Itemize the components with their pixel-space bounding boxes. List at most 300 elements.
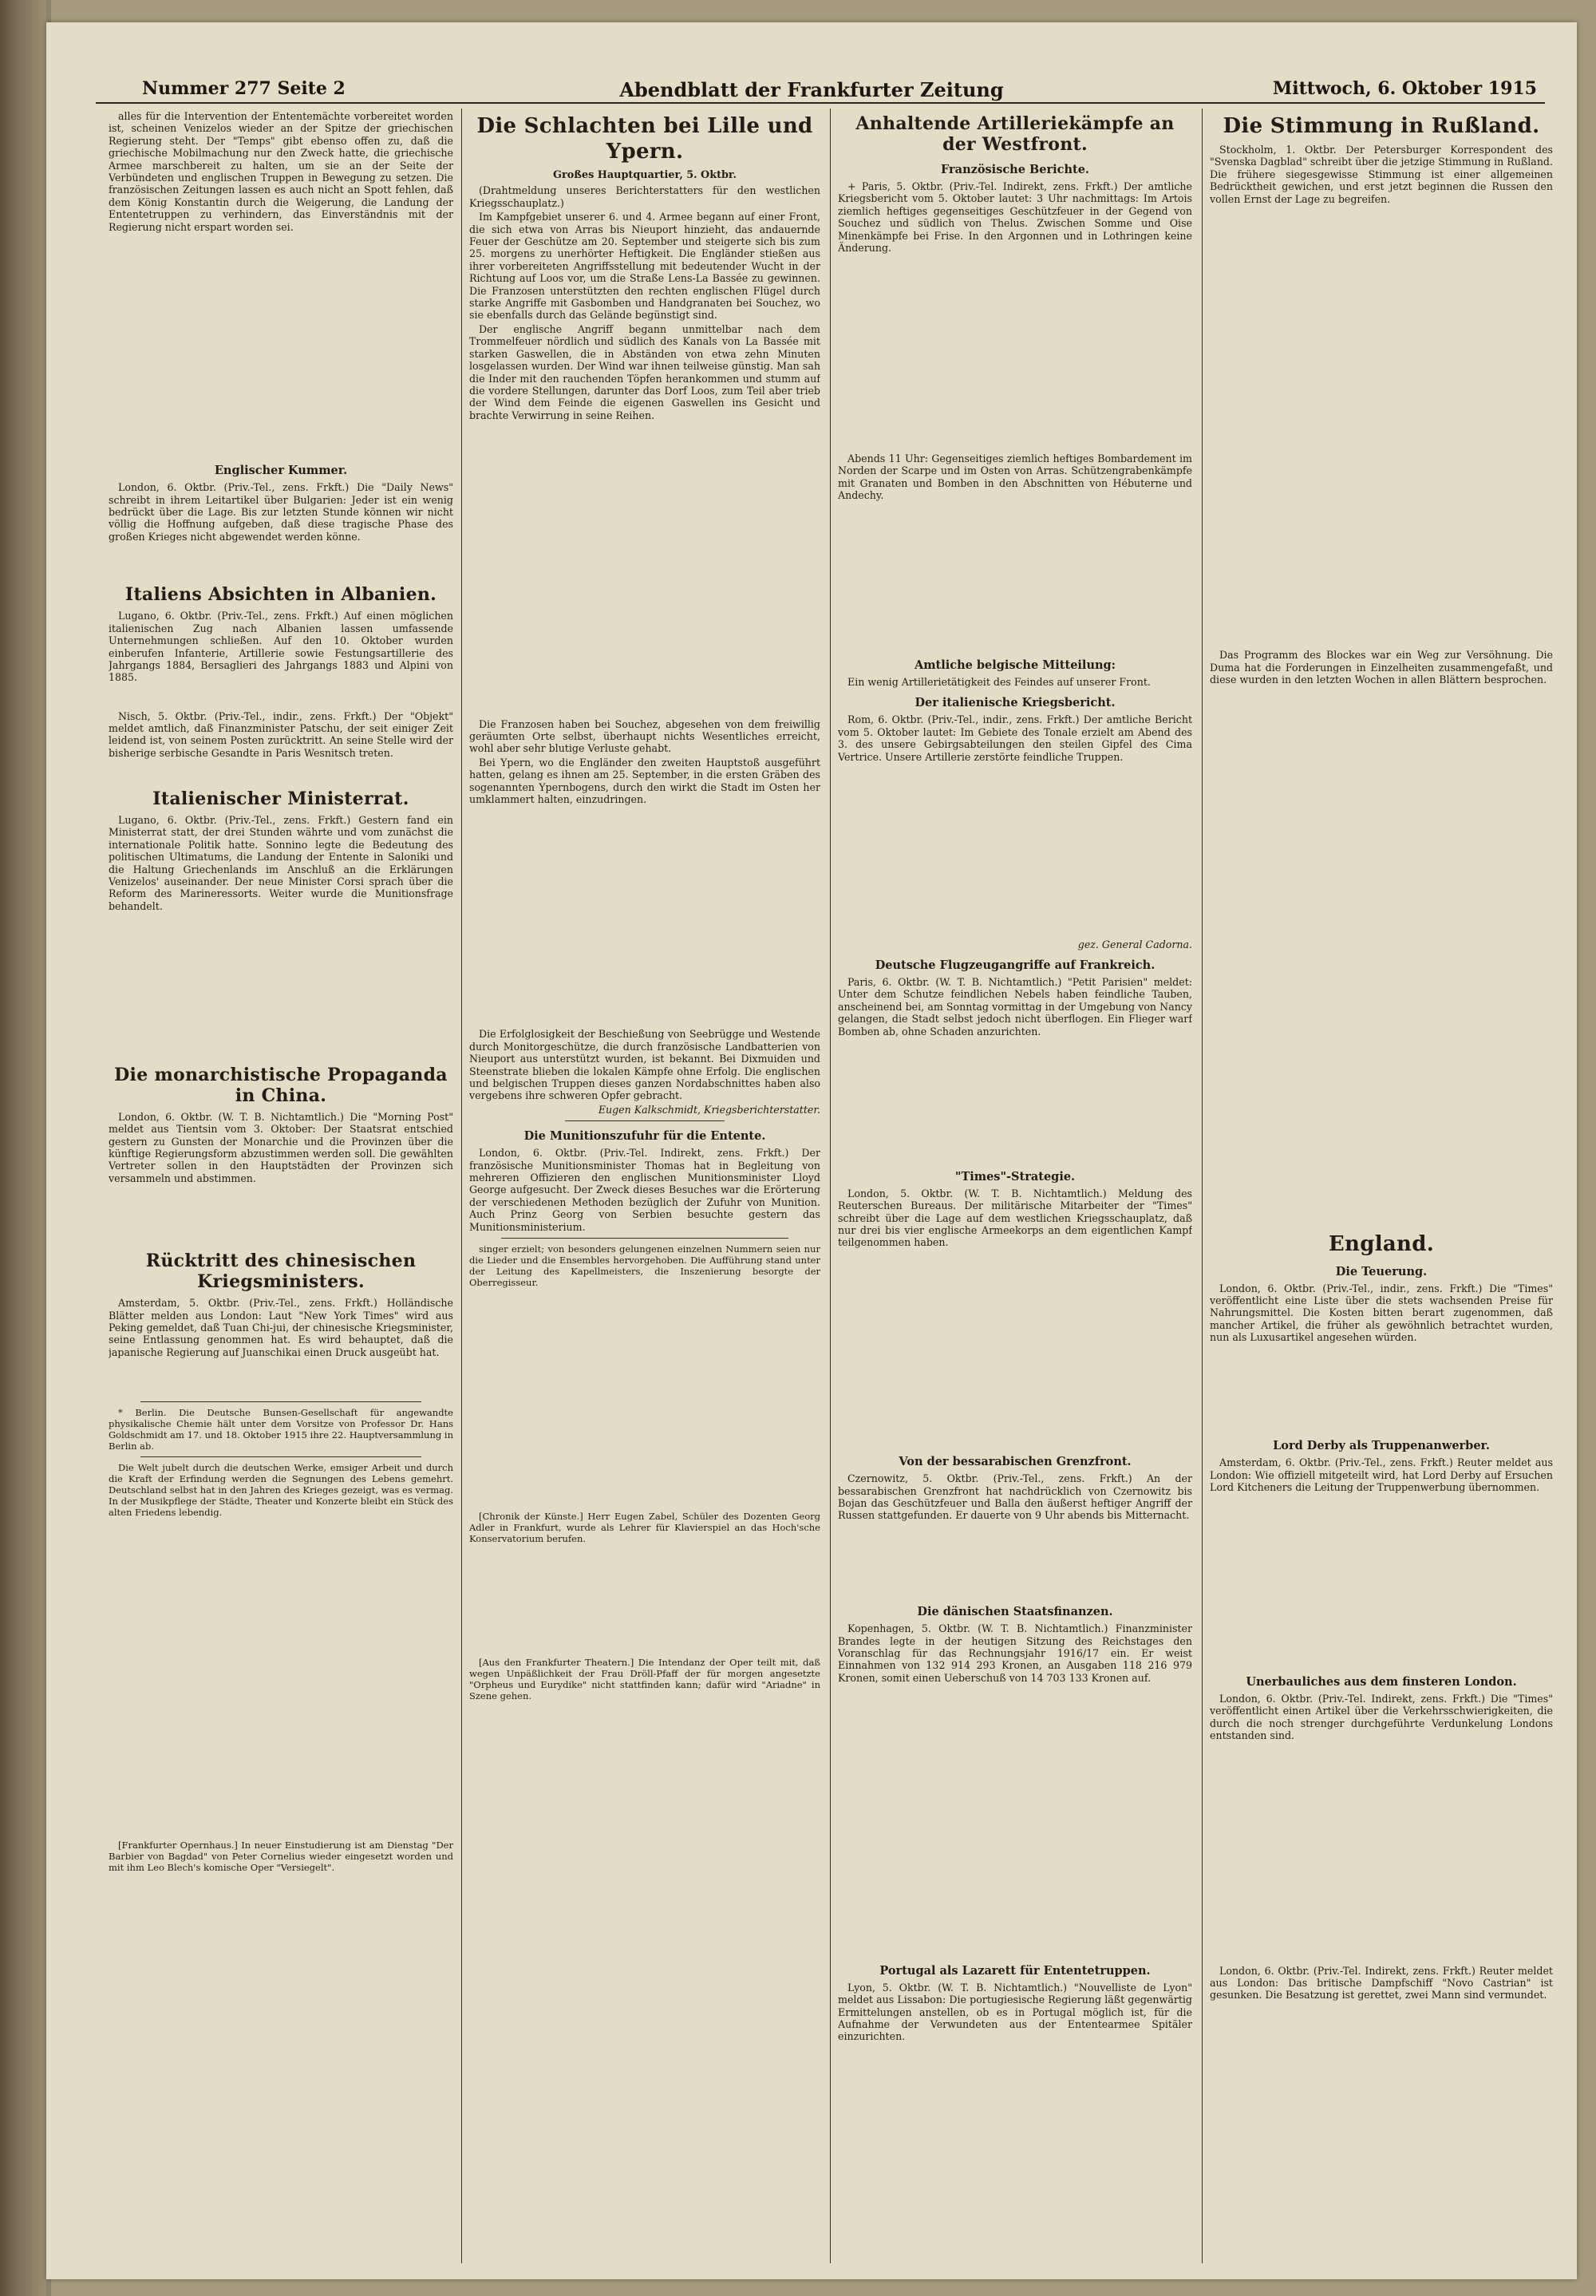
- article-headline: Italienischer Ministerrat.: [152, 788, 409, 809]
- text-line: [838, 1076, 1192, 1088]
- text-line: [1210, 1382, 1553, 1394]
- text-line: [1210, 737, 1553, 749]
- text-line: [469, 856, 820, 868]
- text-line: [1210, 1642, 1553, 1654]
- text-line: [838, 1585, 1192, 1597]
- text-line: [838, 924, 1192, 936]
- text-line: [1210, 773, 1553, 785]
- text-line: [1210, 464, 1553, 476]
- text-line: [838, 1845, 1192, 1857]
- section-rule: [140, 1456, 421, 1457]
- text-line: [1210, 712, 1553, 724]
- text-line: [1210, 1081, 1553, 1093]
- article-paragraph: Amsterdam, 5. Oktbr. (Priv.-Tel., zens. Frkft.) Holländische Blätter melden aus London: Laut "New York Times" wird aus Peking gemeldet, daß Tuan Chi-jui, der chinesische Kriegsminister, seine Entlassung genommen hat. Es wird behauptet, daß die japanische Regierung auf Juanschikai einen Druck ausgeübt hat.: [109, 1297, 453, 1358]
- text-line: [469, 546, 820, 558]
- article-paragraph: Rom, 6. Oktbr. (Priv.-Tel., indir., zens. Frkft.) Der amtliche Bericht vom 5. Oktober lautet: Im Gebiete des Tonale erzielt am Abend des 3. des unsere Gebirgsabteilungen den steilen Gipfel des Cima Vertrice. Unsere Artillerie zerstörte feindliche Truppen.: [838, 713, 1192, 763]
- article-paragraph: + Paris, 5. Oktbr. (Priv.-Tel. Indirekt, zens. Frkft.) Der amtliche Kriegsbericht vom 5. Oktober lautet: 3 Uhr nachmittags: Im Artois ziemlich heftiges gegenseitiges Geschützfeuer in der Gegend von Souchez und südlich von Thelus. Zwischen Somme und Oise Minenkämpfe bei Frise. In den Argonnen und in Lothringen keine Änderung.: [838, 180, 1192, 255]
- text-line: [1210, 687, 1553, 699]
- text-line: [1210, 231, 1553, 243]
- article-headline: England.: [1328, 1231, 1435, 1256]
- text-line: [1210, 330, 1553, 342]
- text-line: [109, 1037, 453, 1049]
- text-line: [109, 1998, 453, 2009]
- article-paragraph: London, 5. Oktbr. (W. T. B. Nichtamtlich.) Meldung des Reuterschen Bureaus. Der militärische Mitarbeiter der "Times" schreibt über die Lage auf dem westlichen Kriegsschauplatz, daß nur drei bis vier englische Armeekorps an dem eigentlichen Kampf teilgenommen haben.: [838, 1187, 1192, 1249]
- text-line: [1210, 366, 1553, 378]
- text-line: [109, 235, 453, 247]
- text-line: [1210, 342, 1553, 354]
- article-paragraph: Paris, 6. Oktbr. (W. T. B. Nichtamtlich.) "Petit Parisien" meldet: Unter dem Schutze feindlichen Nebels haben feindliche Tauben, anscheinend bei, am Sonntag vormittag in der Umgebung von Nancy gelangen, die Stadt selbst jedoch nicht überflogen. Ein Flieger warf Bomben ab, ohne Schaden anzurichten.: [838, 975, 1192, 1037]
- text-line: [1210, 403, 1553, 415]
- text-line: [469, 918, 820, 930]
- text-line: [1210, 1357, 1553, 1369]
- text-line: [109, 1049, 453, 1061]
- text-line: [1210, 1866, 1553, 1878]
- text-line: [469, 1314, 820, 1326]
- text-line: [838, 1548, 1192, 1560]
- text-line: [838, 1833, 1192, 1845]
- text-line: [109, 382, 453, 394]
- text-line: [1210, 933, 1553, 945]
- text-line: [1210, 1191, 1553, 1203]
- text-line: [109, 1630, 453, 1642]
- text-line: [838, 777, 1192, 788]
- text-line: [1210, 1768, 1553, 1780]
- text-line: [1210, 1829, 1553, 1841]
- text-line: [1210, 921, 1553, 933]
- text-line: [838, 1808, 1192, 1820]
- text-line: [109, 1753, 453, 1765]
- text-line: [1210, 293, 1553, 305]
- article-paragraph: [Aus den Frankfurter Theatern.] Die Intendanz der Oper teilt mit, daß wegen Unpäßlichkeit der Frau Dröll-Pfaff der für morgen angesetzte "Orpheus und Eurydike" nicht stattfinden kann; dafür wird "Ariadne" in Szene gehen.: [469, 1656, 820, 1701]
- article-paragraph: Die Erfolglosigkeit der Beschießung von Seebrügge und Westende durch Monitorgeschütze, die durch französische Landbatterien von Nieuport aus unterstützt wurden, ist bekannt. Bei Dixmuiden und Steenstrate blieben die lokalen Kämpfe ohne Erfolg. Die englischen und belgischen Truppen dieses ganzen Nordabschnittes haben also vergebens ihre schweren Opfer gebracht.: [469, 1028, 820, 1102]
- text-line: [469, 820, 820, 832]
- text-line: [838, 1410, 1192, 1422]
- text-line: [1210, 428, 1553, 440]
- text-line: [1210, 1093, 1553, 1105]
- text-line: [1210, 539, 1553, 551]
- column-rule: [830, 109, 831, 2263]
- text-line: [109, 1544, 453, 1556]
- section-rule: [140, 1401, 421, 1402]
- text-line: [838, 1089, 1192, 1101]
- book-spine: [0, 0, 46, 2296]
- text-line: [838, 1324, 1192, 1336]
- text-line: [109, 557, 453, 569]
- text-line: [1210, 354, 1553, 366]
- text-line: [469, 1462, 820, 1474]
- text-line: [838, 1299, 1192, 1311]
- text-line: [838, 528, 1192, 539]
- text-line: [109, 419, 453, 431]
- article-paragraph: Stockholm, 1. Oktbr. Der Petersburger Korrespondent des "Svenska Dagblad" schreibt über die jetzige Stimmung in Rußland. Die frühere siegesgewisse Stimmung ist einer allgemeinen Bedrücktheit gewichen, und erst jetzt beginnen die Russen den vollen Ernst der Lage zu begreifen.: [1210, 144, 1553, 205]
- text-line: [109, 1569, 453, 1581]
- text-line: [1210, 1154, 1553, 1166]
- text-line: [1210, 416, 1553, 428]
- text-line: [109, 394, 453, 406]
- article-paragraph: Amsterdam, 6. Oktbr. (Priv.-Tel., zens. Frkft.) Reuter meldet aus London: Wie offiziell mitgeteilt wird, hat Lord Derby auf Ersuchen Lord Kitcheners die Leitung der Truppenwerbung übernommen.: [1210, 1456, 1553, 1494]
- text-line: [1210, 1756, 1553, 1768]
- text-line: [109, 1532, 453, 1544]
- text-line: [469, 868, 820, 880]
- text-line: [109, 1827, 453, 1839]
- text-line: [1210, 785, 1553, 797]
- text-line: [109, 1667, 453, 1679]
- text-line: [1210, 1394, 1553, 1406]
- text-line: [1210, 563, 1553, 575]
- text-line: [469, 1290, 820, 1302]
- text-line: [109, 308, 453, 320]
- text-line: [469, 669, 820, 681]
- text-line: [1210, 391, 1553, 403]
- text-line: [1210, 860, 1553, 871]
- text-line: [1210, 1594, 1553, 1606]
- text-line: [109, 1012, 453, 1024]
- article-paragraph: Die Franzosen haben bei Souchez, abgesehen von dem freiwillig geräumten Orte selbst, überhaupt nichts Wesentliches erreicht, wohl aber sehr blutige Verluste gehabt.: [469, 717, 820, 755]
- text-line: [838, 614, 1192, 626]
- byline: Eugen Kalkschmidt, Kriegsberichterstatter.: [598, 1103, 820, 1116]
- text-line: [838, 1919, 1192, 1931]
- text-line: [109, 1642, 453, 1654]
- text-line: [109, 1618, 453, 1630]
- text-line: [1210, 600, 1553, 612]
- text-line: [469, 496, 820, 508]
- text-line: [109, 1729, 453, 1741]
- text-line: [469, 1016, 820, 1028]
- text-line: [1210, 514, 1553, 526]
- text-line: [469, 1583, 820, 1595]
- column-2: [469, 110, 820, 1764]
- article-subheadline: Französische Berichte.: [941, 163, 1089, 176]
- text-line: [1210, 1179, 1553, 1191]
- text-line: [469, 1326, 820, 1338]
- text-line: [469, 1004, 820, 1016]
- text-line: [1210, 1744, 1553, 1756]
- text-line: [109, 1223, 453, 1235]
- text-line: [1210, 1532, 1553, 1544]
- text-line: [469, 1644, 820, 1656]
- text-line: [109, 1960, 453, 1972]
- text-line: [109, 963, 453, 975]
- text-line: [109, 369, 453, 381]
- text-line: [109, 1680, 453, 1692]
- column-1: [109, 110, 453, 2021]
- text-line: [469, 954, 820, 966]
- text-line: [838, 875, 1192, 887]
- text-line: [838, 342, 1192, 354]
- text-line: [838, 626, 1192, 638]
- text-line: [838, 1943, 1192, 1955]
- text-line: [838, 638, 1192, 650]
- text-line: [469, 607, 820, 619]
- text-line: [838, 789, 1192, 801]
- article-paragraph: Das Programm des Blockes war ein Weg zur Versöhnung. Die Duma hat die Forderungen in Einzelheiten zusammengefaßt, und diese wurden in den letzten Wochen in allen Blättern besprochen.: [1210, 649, 1553, 686]
- text-line: [1210, 1142, 1553, 1154]
- text-line: [1210, 637, 1553, 649]
- text-line: [469, 1363, 820, 1375]
- text-line: [1210, 1203, 1553, 1215]
- article-headline: Rücktritt des chinesischen Kriegsministers.: [145, 1251, 417, 1293]
- text-line: [109, 1790, 453, 1802]
- text-line: [469, 881, 820, 893]
- text-line: [838, 887, 1192, 899]
- text-line: [469, 1546, 820, 1558]
- text-line: [1210, 1508, 1553, 1519]
- text-line: [469, 619, 820, 631]
- text-line: [109, 1692, 453, 1704]
- article-paragraph: alles für die Intervention der Ententemächte vorbereitet worden ist, scheinen Venizelos wieder an der Spitze der griechischen Regierung steht. Der "Temps" gibt ebenso offen zu, daß die griechische Mobilmachung nur den Zweck hatte, die griechische Armee marschbereit zu halten, um sie an der Seite der Verbündeten und englischen Truppen in Bewegung zu setzen. Die französischen Zeitungen lassen es auch nicht an Spott fehlen, daß dem König Konstantin durch die Weigerung, die Landung der Ententetruppen zu verhindern, das Einverständnis mit der Regierung nicht erspart worden sei.: [109, 110, 453, 233]
- text-line: [1210, 908, 1553, 920]
- text-line: [838, 1784, 1192, 1796]
- text-line: [109, 1360, 453, 1372]
- text-line: [109, 939, 453, 950]
- text-line: [1210, 1903, 1553, 1915]
- text-line: [1210, 1419, 1553, 1431]
- article-paragraph: Im Kampfgebiet unserer 6. und 4. Armee begann auf einer Front, die sich etwa von Arras bis Nieuport hinzieht, das andauernde Feuer der Geschütze am 20. September und steigerte sich bis zum 25. morgens zu unerhörter Heftigkeit. Die Engländer stießen aus ihrer vorbereiteten Angriffsstellung mit bedeutender Wucht in der Richtung auf Loos vor, um die Straße Lens-La Bassée zu gewinnen. Die Franzosen unterstützten den rechten englischen Flügel durch starke Angriffe mit Gasbomben und Handgranaten bei Souchez, wo sie ebenfalls durch das Gelände begünstigt sind.: [469, 211, 820, 322]
- article-paragraph: * Berlin. Die Deutsche Bunsen-Gesellschaft für angewandte physikalische Chemie hält unter dem Vorsitze von Professor Dr. Hans Goldschmidt am 17. und 18. Oktober 1915 ihre 22. Hauptversammlung in Berlin ab.: [109, 1407, 453, 1452]
- article-paragraph: Lyon, 5. Oktbr. (W. T. B. Nichtamtlich.) "Nouvelliste de Lyon" meldet aus Lissabon: Die portugiesische Regierung läßt gegenwärtig Ermittelungen anstellen, ob es in Portugal möglich ist, für die Aufnahme der Verwundeten aus der Ententearmee Spitäler einzurichten.: [838, 1981, 1192, 2043]
- text-line: [109, 1655, 453, 1667]
- text-line: [838, 589, 1192, 601]
- article-paragraph: Bei Ypern, wo die Engländer den zweiten Hauptstoß ausgeführt hatten, gelang es ihnen am 25. September, in die ersten Gräben des sogenannten Ypernbogens, durch den wirkt die Stadt im Osten her umklammert halten, einzudringen.: [469, 756, 820, 805]
- article-subheadline: Die Teuerung.: [1335, 1264, 1428, 1278]
- article-paragraph: (Drahtmeldung unseres Berichterstatters für den westlichen Kriegsschauplatz.): [469, 184, 820, 209]
- text-line: [109, 1000, 453, 1012]
- text-line: [109, 346, 453, 358]
- text-line: [838, 601, 1192, 613]
- text-line: [838, 366, 1192, 378]
- text-line: [469, 893, 820, 905]
- text-line: [469, 705, 820, 717]
- text-line: [838, 1882, 1192, 1894]
- article-subheadline: Portugal als Lazarett für Ententetruppen.: [879, 1963, 1151, 1978]
- article-subheadline: Der italienische Kriegsbericht.: [915, 696, 1116, 710]
- text-line: [469, 1474, 820, 1486]
- text-line: [109, 1594, 453, 1606]
- text-line: [838, 1735, 1192, 1747]
- text-line: [469, 943, 820, 954]
- text-line: [1210, 1129, 1553, 1141]
- text-line: [1210, 1019, 1553, 1031]
- text-line: [469, 1425, 820, 1436]
- text-line: [109, 773, 453, 785]
- text-line: [469, 1571, 820, 1583]
- text-line: [469, 436, 820, 448]
- text-line: [469, 930, 820, 942]
- text-line: [469, 991, 820, 1003]
- text-line: [469, 1388, 820, 1400]
- text-line: [1210, 1215, 1553, 1227]
- text-line: [469, 1351, 820, 1363]
- text-line: [109, 284, 453, 296]
- text-line: [838, 1137, 1192, 1149]
- text-line: [109, 1373, 453, 1385]
- text-line: [1210, 268, 1553, 280]
- text-line: [109, 927, 453, 939]
- article-subheadline: Von der bessarabischen Grenzfront.: [899, 1455, 1132, 1469]
- text-line: [109, 333, 453, 345]
- text-line: [1210, 1817, 1553, 1829]
- text-line: [469, 571, 820, 583]
- text-line: [109, 271, 453, 283]
- text-line: [838, 838, 1192, 850]
- text-line: [1210, 1891, 1553, 1903]
- text-line: [469, 1376, 820, 1388]
- text-line: [469, 423, 820, 435]
- text-line: [109, 1899, 453, 1911]
- text-line: [838, 1287, 1192, 1299]
- text-line: [1210, 305, 1553, 317]
- text-line: [109, 1385, 453, 1397]
- text-line: [838, 1870, 1192, 1882]
- article-subheadline: Die dänischen Staatsfinanzen.: [917, 1605, 1113, 1619]
- text-line: [838, 577, 1192, 589]
- text-line: [1210, 280, 1553, 292]
- text-line: [1210, 440, 1553, 452]
- text-line: [1210, 958, 1553, 970]
- text-line: [109, 1802, 453, 1814]
- text-line: [838, 1275, 1192, 1287]
- text-line: [109, 431, 453, 443]
- article-subheadline: Unerbauliches aus dem finsteren London.: [1246, 1674, 1517, 1689]
- text-line: [1210, 749, 1553, 761]
- text-line: [109, 1717, 453, 1729]
- text-line: [1210, 1952, 1553, 1964]
- text-line: [469, 1727, 820, 1739]
- text-line: [109, 358, 453, 369]
- text-line: [469, 460, 820, 472]
- text-line: [469, 1413, 820, 1425]
- text-line: [1210, 1056, 1553, 1068]
- article-subheadline: Lord Derby als Truppenanwerber.: [1273, 1439, 1490, 1453]
- text-line: [109, 1887, 453, 1899]
- text-line: [469, 832, 820, 844]
- text-line: [469, 807, 820, 819]
- text-line: [838, 539, 1192, 551]
- text-line: [838, 801, 1192, 813]
- text-line: [109, 1606, 453, 1618]
- text-line: [469, 448, 820, 460]
- text-line: [109, 1923, 453, 1935]
- text-line: [109, 761, 453, 773]
- text-line: [1210, 1780, 1553, 1792]
- text-line: [109, 296, 453, 308]
- text-line: [838, 416, 1192, 428]
- text-line: [1210, 551, 1553, 563]
- text-line: [469, 905, 820, 917]
- text-line: [1210, 489, 1553, 501]
- byline: gez. General Cadorna.: [1077, 938, 1192, 950]
- text-line: [1210, 1940, 1553, 1952]
- text-line: [1210, 624, 1553, 636]
- article-paragraph: Ein wenig Artillerietätigkeit des Feindes auf unserer Front.: [847, 676, 1151, 688]
- text-line: [838, 378, 1192, 390]
- text-line: [1210, 1854, 1553, 1866]
- text-line: [1210, 318, 1553, 330]
- text-line: [1210, 1369, 1553, 1381]
- text-line: [109, 1765, 453, 1777]
- newspaper-page: [46, 22, 1577, 2279]
- article-paragraph: Abends 11 Uhr: Gegenseitiges ziemlich heftiges Bombardement im Norden der Scarpe und im Osten von Arras. Schützengrabenkämpfe mit Granaten und Bomben in den Abschnitten von Hébuterne und Andechy.: [838, 452, 1192, 501]
- article-paragraph: [Chronik der Künste.] Herr Eugen Zabel, Schüler des Dozenten Georg Adler in Frankfurt, wurde als Lehrer für Klavierspiel an das Hoch'sche Konservatorium berufen.: [469, 1511, 820, 1545]
- text-line: [1210, 1544, 1553, 1556]
- article-subheadline: Amtliche belgische Mitteilung:: [914, 658, 1116, 672]
- text-line: [838, 1385, 1192, 1397]
- article-paragraph: Kopenhagen, 5. Oktbr. (W. T. B. Nichtamtlich.) Finanzminister Brandes legte in der heutigen Sitzung des Reichstages den Voranschlag für das Rechnungsjahr 1916/17 ein. Er weist Einnahmen von 132 914 293 Kronen, an Ausgaben 118 216 979 Kronen, somit einen Ueberschuß von 14 703 133 Kronen auf.: [838, 1622, 1192, 1684]
- text-line: [109, 988, 453, 1000]
- text-line: [838, 1251, 1192, 1263]
- text-line: [469, 1339, 820, 1351]
- text-line: [109, 1815, 453, 1827]
- text-line: [838, 403, 1192, 415]
- text-line: [1210, 982, 1553, 994]
- text-line: [838, 863, 1192, 875]
- article-paragraph: Lugano, 6. Oktbr. (Priv.-Tel., zens. Frkft.) Auf einen möglichen italienischen Zug nach Albanien lassen umfassende Unternehmungen schließen. Auf den 10. Oktober wurden einberufen Infanterie, Artillerie sowie Festungsartillerie des Jahrgangs 1884, Bersaglieri des Jahrgangs 1883 und Alpini von 1885.: [109, 610, 453, 684]
- column-rule: [461, 109, 462, 2263]
- text-line: [469, 1607, 820, 1619]
- article-paragraph: London, 6. Oktbr. (Priv.-Tel. Indirekt, zens. Frkft.) Die "Times" veröffentlicht einen Artikel über die Verkehrsschwierigkeiten, die durch die noch strenger durchgeführte Verdunkelung Londons entstanden sind.: [1210, 1692, 1553, 1742]
- text-line: [838, 912, 1192, 924]
- text-line: [469, 632, 820, 644]
- text-line: [469, 472, 820, 484]
- text-line: [1210, 219, 1553, 231]
- text-line: [469, 1558, 820, 1570]
- text-line: [838, 1523, 1192, 1535]
- text-line: [469, 1302, 820, 1314]
- text-line: [1210, 896, 1553, 908]
- text-line: [1210, 823, 1553, 835]
- text-line: [1210, 761, 1553, 773]
- text-line: [838, 1572, 1192, 1584]
- text-line: [1210, 1618, 1553, 1630]
- text-line: [838, 1772, 1192, 1784]
- text-line: [838, 354, 1192, 366]
- text-line: [469, 1499, 820, 1511]
- text-line: [469, 1595, 820, 1607]
- article-paragraph: Die Welt jubelt durch die deutschen Werke, emsiger Arbeit und durch die Kraft der Erfindung werden die Segnungen des Lebens gemehrt. Deutschland selbst hat in den Jahren des Krieges gezeigt, was es vermag. In der Musikpflege der Städte, Theater und Konzerte bleibt ein Stück des alten Friedens lebendig.: [109, 1462, 453, 1519]
- text-line: [1210, 810, 1553, 822]
- text-line: [469, 657, 820, 669]
- text-line: [838, 440, 1192, 452]
- text-line: [838, 826, 1192, 838]
- text-line: [838, 2045, 1192, 2057]
- text-line: [1210, 970, 1553, 982]
- text-line: [838, 516, 1192, 528]
- text-line: [838, 1710, 1192, 1722]
- text-line: [1210, 1915, 1553, 1927]
- text-line: [838, 1051, 1192, 1063]
- text-line: [469, 1401, 820, 1413]
- text-line: [109, 914, 453, 926]
- text-line: [838, 317, 1192, 329]
- text-line: [109, 321, 453, 333]
- article-paragraph: Czernowitz, 5. Oktbr. (Priv.-Tel., zens. Frkft.) An der bessarabischen Grenzfront hat nachdrücklich von Czernowitz bis Bojan das Geschützfeuer und Balla den äußerst heftiger Angriff der Russen stattgefunden. Er dauerte von 9 Uhr abends bis Mitternacht.: [838, 1472, 1192, 1522]
- text-line: [469, 1486, 820, 1498]
- text-line: [109, 1778, 453, 1790]
- text-line: [1210, 724, 1553, 736]
- header-rule: [96, 102, 1545, 104]
- text-line: [838, 1747, 1192, 1759]
- text-line: [838, 293, 1192, 305]
- text-line: [469, 1715, 820, 1727]
- text-line: [109, 1186, 453, 1198]
- text-line: [469, 1632, 820, 1644]
- text-line: [838, 1361, 1192, 1373]
- text-line: [838, 1895, 1192, 1907]
- article-subheadline: Deutsche Flugzeugangriffe auf Frankreich.: [875, 958, 1156, 972]
- text-line: [1210, 243, 1553, 255]
- text-line: [1210, 379, 1553, 391]
- text-line: [838, 1560, 1192, 1572]
